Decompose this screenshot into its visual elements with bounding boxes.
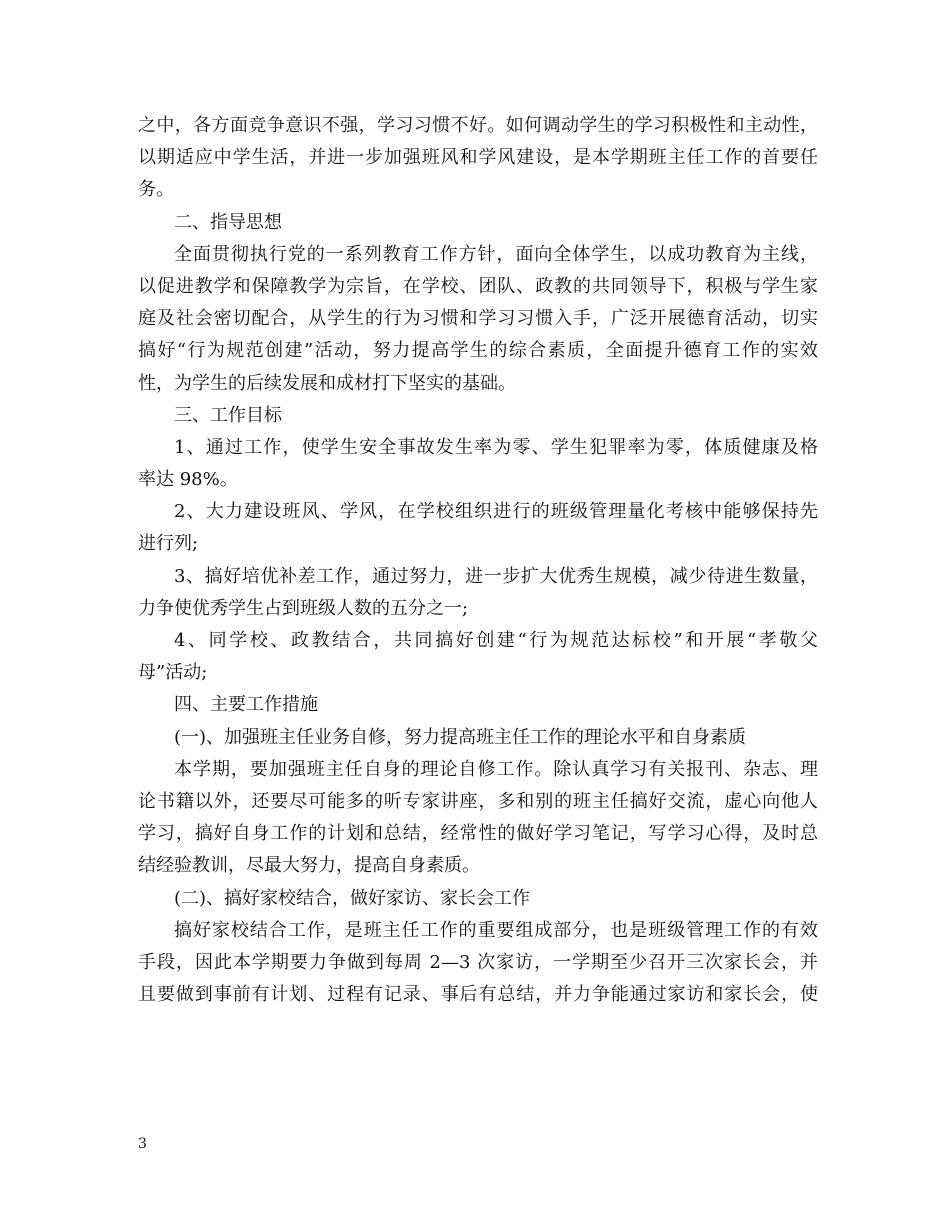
text-line: 学习，搞好自身工作的计划和总结，经常性的做好学习笔记，写学习心得，及时总 xyxy=(138,823,818,845)
text-line: 且要做到事前有计划、过程有记录、事后有总结，并力争能通过家访和家长会，使 xyxy=(138,984,818,1006)
text-line: 手段，因此本学期要力争做到每周 2—3 次家访，一学期至少召开三次家长会，并 xyxy=(138,951,818,973)
text-line: 进行列; xyxy=(138,533,199,555)
text-line: 4、同学校、政教结合，共同搞好创建“行为规范达标校”和开展“孝敬父 xyxy=(174,630,818,651)
text-line: 四、主要工作措施 xyxy=(174,694,318,716)
text-line: 率达 98%。 xyxy=(138,469,238,491)
text-line: 全面贯彻执行党的一系列教育工作方针，面向全体学生，以成功教育为主线， xyxy=(174,243,818,265)
text-line: 结经验教训，尽最大努力，提高自身素质。 xyxy=(138,855,480,877)
text-line: 务。 xyxy=(138,179,174,201)
text-line: 庭及社会密切配合，从学生的行为习惯和学习习惯入手，广泛开展德育活动，切实 xyxy=(138,308,818,330)
text-line: 1、通过工作，使学生安全事故发生率为零、学生犯罪率为零，体质健康及格 xyxy=(174,436,818,458)
document-body xyxy=(138,110,818,1011)
text-line: 三、工作目标 xyxy=(174,404,282,426)
text-line: 2、大力建设班风、学风，在学校组织进行的班级管理量化考核中能够保持先 xyxy=(174,501,818,523)
text-line: (二)、搞好家校结合，做好家访、家长会工作 xyxy=(174,887,531,909)
page-number: 3 xyxy=(138,1136,147,1152)
text-line: 力争使优秀学生占到班级人数的五分之一; xyxy=(138,597,469,619)
text-line: (一)、加强班主任业务自修，努力提高班主任工作的理论水平和自身素质 xyxy=(174,726,747,748)
text-line: 以促进教学和保障教学为宗旨，在学校、团队、政教的共同领导下，积极与学生家 xyxy=(138,275,818,297)
text-line: 之中，各方面竞争意识不强，学习习惯不好。如何调动学生的学习积极性和主动性， xyxy=(138,115,818,136)
text-line: 性，为学生的后续发展和成材打下坚实的基础。 xyxy=(138,372,516,394)
text-line: 二、指导思想 xyxy=(174,211,282,233)
text-line: 本学期，要加强班主任自身的理论自修工作。除认真学习有关报刊、杂志、理 xyxy=(174,758,818,780)
text-line: 搞好“行为规范创建”活动，努力提高学生的综合素质，全面提升德育工作的实效 xyxy=(138,340,818,362)
text-line: 母”活动; xyxy=(138,662,208,684)
text-line: 3、搞好培优补差工作，通过努力，进一步扩大优秀生规模，减少待进生数量， xyxy=(174,565,818,587)
text-line: 论书籍以外，还要尽可能多的听专家讲座，多和别的班主任搞好交流，虚心向他人 xyxy=(138,790,818,812)
text-line: 搞好家校结合工作，是班主任工作的重要组成部分，也是班级管理工作的有效 xyxy=(174,919,818,941)
text-line: 以期适应中学生活，并进一步加强班风和学风建设，是本学期班主任工作的首要任 xyxy=(138,147,818,169)
